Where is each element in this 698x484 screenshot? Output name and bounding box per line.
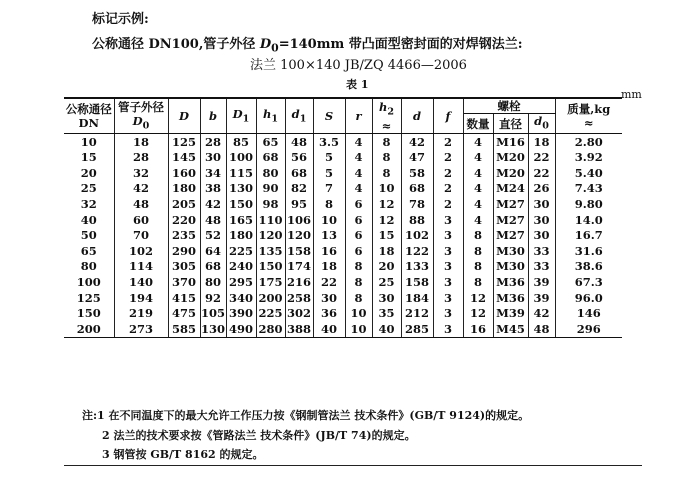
table-cell: 100 <box>226 150 256 166</box>
marking-example: 法兰 100×140 JB/ZQ 4466—2006 <box>250 58 467 73</box>
table-cell: 30 <box>372 290 401 306</box>
table-cell: 26 <box>528 181 555 197</box>
table-cell: 165 <box>226 212 256 228</box>
table-cell: 4 <box>463 165 493 181</box>
header-d0: $d_0$ <box>528 114 555 134</box>
table-cell: 8 <box>345 259 372 275</box>
table-cell: 39 <box>528 275 555 291</box>
table-caption: 表 1 <box>346 78 369 91</box>
table-cell: 78 <box>401 197 433 213</box>
table-cell: 8 <box>372 150 401 166</box>
table-cell: 2 <box>433 150 463 166</box>
table-cell: 30 <box>528 228 555 244</box>
header-r: r <box>345 98 372 134</box>
table-cell: 8 <box>345 290 372 306</box>
table-cell: 114 <box>114 259 168 275</box>
table-cell: 8 <box>313 197 345 213</box>
header-bolt-dia: 直径 <box>493 114 528 134</box>
header-bolt-qty: 数量 <box>463 114 493 134</box>
table-cell: 115 <box>226 165 256 181</box>
table-cell: 585 <box>168 321 200 337</box>
header-mass: 质量,kg ≈ <box>555 98 622 134</box>
table-cell: 50 <box>64 228 114 244</box>
table-cell: 12 <box>372 197 401 213</box>
table-cell: M36 <box>493 275 528 291</box>
table-cell: 120 <box>256 228 285 244</box>
table-cell: 174 <box>286 259 311 274</box>
note-1: 注:1 在不同温度下的最大允许工作压力按《钢制管法兰 技术条件》(GB/T 9124)的规定。 <box>82 409 530 422</box>
table-cell: 25 <box>64 181 114 197</box>
table-cell: 6 <box>345 228 372 244</box>
table-cell: 95 <box>285 197 313 213</box>
table-cell: 88 <box>401 212 433 228</box>
table-cell: 3 <box>433 259 463 275</box>
table-cell: 184 <box>401 290 433 306</box>
table-row <box>64 259 622 275</box>
table-cell: 225 <box>256 306 285 322</box>
table-cell: 146 <box>555 306 622 322</box>
table-cell: 9.80 <box>555 197 622 213</box>
table-cell: 295 <box>226 275 256 291</box>
table-cell: 8 <box>463 275 493 291</box>
table-cell: 58 <box>401 165 433 181</box>
table-cell: M27 <box>493 212 528 228</box>
table-cell: 92 <box>200 290 226 306</box>
table-row <box>64 306 622 322</box>
table-cell: 65 <box>64 243 114 259</box>
header-d1: $d_1$ <box>285 98 313 134</box>
table-cell: 106 <box>286 212 311 227</box>
table-cell: 133 <box>401 259 433 275</box>
note-3: 3 钢管按 GB/T 8162 的规定。 <box>102 448 264 461</box>
table-cell: 48 <box>528 321 555 337</box>
table-cell: 38.6 <box>555 259 622 275</box>
table-cell: 42 <box>528 306 555 322</box>
table-cell: 30 <box>528 197 555 213</box>
table-cell: 122 <box>401 243 433 259</box>
table-cell: 3 <box>433 306 463 322</box>
table-cell: 150 <box>64 306 114 322</box>
table-cell: 2.80 <box>555 134 622 150</box>
table-cell: 68 <box>401 181 433 197</box>
table-cell: 158 <box>286 243 311 258</box>
table-cell: 80 <box>200 275 226 291</box>
table-cell: 68 <box>285 165 313 181</box>
table-cell: 2 <box>433 165 463 181</box>
table-cell: 3 <box>433 275 463 291</box>
table-cell: 10 <box>345 306 372 322</box>
table-cell: 15 <box>372 228 401 244</box>
table-cell: 38 <box>200 181 226 197</box>
table-cell: 18 <box>372 243 401 259</box>
table-cell: 219 <box>114 306 168 322</box>
table-cell: 12 <box>372 212 401 228</box>
table-cell: 20 <box>64 165 114 181</box>
table-cell: M27 <box>493 197 528 213</box>
table-cell: 3 <box>433 321 463 337</box>
table-cell: M39 <box>493 306 528 322</box>
table-row <box>64 290 622 306</box>
table-cell: 36 <box>313 306 345 322</box>
table-cell: 32 <box>64 197 114 213</box>
table-cell: 4 <box>345 134 372 150</box>
table-cell: 82 <box>285 181 313 197</box>
table-cell: 5.40 <box>555 165 622 181</box>
table-cell: 90 <box>256 181 285 197</box>
table-cell: 6 <box>345 212 372 228</box>
table-cell: 205 <box>168 197 200 213</box>
table-cell: 158 <box>401 275 433 291</box>
table-cell: 31.6 <box>555 243 622 259</box>
example-title: 标记示例: <box>92 12 149 27</box>
table-cell: 18 <box>528 134 555 150</box>
table-cell: 390 <box>226 306 256 322</box>
table-cell: 415 <box>168 290 200 306</box>
table-cell: 5 <box>313 165 345 181</box>
table-cell: 290 <box>168 243 200 259</box>
table-cell: 4 <box>463 150 493 166</box>
table-cell: 48 <box>285 134 313 150</box>
table-cell: 98 <box>256 197 285 213</box>
table-cell: 67.3 <box>555 275 622 291</box>
table-cell: 225 <box>226 243 256 259</box>
table-cell: 3 <box>433 290 463 306</box>
flange-dimension-table <box>64 97 622 338</box>
table-cell: 42 <box>401 134 433 150</box>
unit-label: mm <box>621 88 642 101</box>
table-cell: 273 <box>114 321 168 337</box>
table-cell: M20 <box>493 150 528 166</box>
table-row <box>64 243 622 259</box>
table-cell: 388 <box>286 321 311 336</box>
table-row <box>64 150 622 166</box>
table-cell: 47 <box>401 150 433 166</box>
table-cell: M20 <box>493 165 528 181</box>
table-cell: 56 <box>285 150 313 166</box>
table-cell: 4 <box>345 150 372 166</box>
table-cell: 65 <box>256 134 285 150</box>
table-cell: 120 <box>286 228 311 243</box>
table-row <box>64 197 622 213</box>
table-cell: 100 <box>64 275 114 291</box>
table-cell: 125 <box>64 290 114 306</box>
table-cell: 4 <box>463 134 493 150</box>
table-cell: 140 <box>114 275 168 291</box>
table-cell: 18 <box>313 259 345 275</box>
table-row <box>64 275 622 291</box>
table-cell: 105 <box>200 306 225 321</box>
table-cell: 125 <box>168 134 200 150</box>
table-cell: 42 <box>200 197 226 213</box>
table-cell: 130 <box>226 181 256 197</box>
table-cell: 16.7 <box>555 228 622 244</box>
table-cell: 20 <box>372 259 401 275</box>
table-cell: 22 <box>528 150 555 166</box>
table-cell: 2 <box>433 197 463 213</box>
table-cell: 14.0 <box>555 212 622 228</box>
table-cell: 3.5 <box>313 134 345 150</box>
table-cell: 285 <box>401 321 433 337</box>
header-h1: $h_1$ <box>256 98 285 134</box>
table-cell: 220 <box>168 212 200 228</box>
table-cell: 490 <box>226 321 256 337</box>
table-cell: 475 <box>168 306 200 322</box>
table-row <box>64 212 622 228</box>
header-pipe-od: 管子外径 $D_0$ <box>114 98 168 134</box>
table-cell: 30 <box>313 290 345 306</box>
table-cell: 8 <box>463 228 493 244</box>
table-cell: 4 <box>463 181 493 197</box>
bottom-rule <box>64 465 642 466</box>
table-cell: 28 <box>200 134 226 150</box>
table-cell: 10 <box>345 321 372 337</box>
table-row <box>64 181 622 197</box>
header-h2: $h_2$ ≈ <box>372 98 401 134</box>
table-cell: 18 <box>114 134 168 150</box>
table-cell: 130 <box>200 321 225 336</box>
table-cell: 10 <box>64 134 114 150</box>
table-cell: M36 <box>493 290 528 306</box>
table-cell: 22 <box>313 275 345 291</box>
table-cell: 28 <box>114 150 168 166</box>
table-cell: 4 <box>345 181 372 197</box>
header-dn: 公称通径 DN <box>64 98 114 134</box>
table-cell: 180 <box>226 228 256 244</box>
table-cell: 6 <box>345 197 372 213</box>
table-cell: 8 <box>463 243 493 259</box>
table-cell: 4 <box>463 212 493 228</box>
table-cell: 240 <box>226 259 256 275</box>
table-cell: 35 <box>372 306 401 322</box>
table-cell: 2 <box>433 181 463 197</box>
table-cell: 302 <box>286 306 311 321</box>
table-cell: 80 <box>64 259 114 275</box>
table-cell: 110 <box>256 212 285 228</box>
table-cell: 175 <box>256 275 285 291</box>
table-cell: 85 <box>226 134 256 150</box>
table-cell: 370 <box>168 275 200 291</box>
table-cell: 8 <box>372 165 401 181</box>
table-cell: 48 <box>114 197 168 213</box>
table-cell: 200 <box>64 321 114 337</box>
table-cell: 135 <box>256 243 285 259</box>
header-D1: $D_1$ <box>226 98 256 134</box>
table-cell: 25 <box>372 275 401 291</box>
table-cell: M30 <box>493 259 528 275</box>
table-cell: 32 <box>114 165 168 181</box>
table-cell: 305 <box>168 259 200 275</box>
table-cell: 22 <box>528 165 555 181</box>
table-row <box>64 134 622 150</box>
table-cell: 8 <box>345 275 372 291</box>
table-cell: 3 <box>433 228 463 244</box>
table-cell: 39 <box>528 290 555 306</box>
table-cell: 258 <box>286 290 311 305</box>
table-row <box>64 228 622 244</box>
table-cell: M45 <box>493 321 528 337</box>
table-cell: 12 <box>463 306 493 322</box>
table-cell: 33 <box>528 259 555 275</box>
table-cell: 16 <box>463 321 493 337</box>
header-S: S <box>313 98 345 134</box>
table-cell: 4 <box>463 197 493 213</box>
table-cell: 3 <box>433 243 463 259</box>
table-cell: 40 <box>372 321 401 337</box>
table-cell: 150 <box>256 259 285 275</box>
table-cell: 12 <box>463 290 493 306</box>
table-cell: 194 <box>114 290 168 306</box>
table-cell: 64 <box>200 243 226 259</box>
table-cell: M24 <box>493 181 528 197</box>
table-cell: 30 <box>200 150 226 166</box>
table-cell: 33 <box>528 243 555 259</box>
table-cell: 3.92 <box>555 150 622 166</box>
table-cell: 42 <box>114 181 168 197</box>
table-cell: 34 <box>200 165 226 181</box>
table-cell: 48 <box>200 212 226 228</box>
table-cell: 10 <box>372 181 401 197</box>
table-cell: 68 <box>256 150 285 166</box>
table-cell: 296 <box>555 321 622 337</box>
table-cell: 216 <box>286 274 311 289</box>
table-cell: 10 <box>313 212 345 228</box>
table-cell: 70 <box>114 228 168 244</box>
table-cell: 150 <box>226 197 256 213</box>
table-cell: 40 <box>64 212 114 228</box>
table-cell: 6 <box>345 243 372 259</box>
table-row <box>64 321 622 337</box>
table-cell: M16 <box>493 134 528 150</box>
header-b: b <box>200 98 226 134</box>
table-cell: 15 <box>64 150 114 166</box>
header-D: D <box>168 98 200 134</box>
table-cell: 340 <box>226 290 256 306</box>
table-cell: 52 <box>200 228 226 244</box>
example-description: 公称通径 DN100,管子外径 $D_0=140mm$ 带凸面型密封面的对焊钢法兰: <box>92 37 523 55</box>
table-cell: 3 <box>433 212 463 228</box>
header-f: f <box>433 98 463 134</box>
table-cell: 5 <box>313 150 345 166</box>
table-cell: 7 <box>313 181 345 197</box>
table-cell: 2 <box>433 134 463 150</box>
table-cell: 68 <box>200 259 226 275</box>
table-cell: 280 <box>256 321 285 337</box>
header-bolt-group: 螺栓 <box>463 98 555 114</box>
table-cell: 8 <box>463 259 493 275</box>
table-cell: 102 <box>114 243 168 259</box>
table-cell: 102 <box>401 228 433 244</box>
table-cell: 8 <box>372 134 401 150</box>
note-2: 2 法兰的技术要求按《管路法兰 技术条件》(JB/T 74)的规定。 <box>102 429 416 442</box>
table-cell: 80 <box>256 165 285 181</box>
table-cell: 4 <box>345 165 372 181</box>
table-cell: 200 <box>256 290 285 306</box>
table-cell: 145 <box>168 150 200 166</box>
table-cell: M27 <box>493 228 528 244</box>
table-cell: 16 <box>313 243 345 259</box>
table-cell: 60 <box>114 212 168 228</box>
table-cell: 180 <box>168 181 200 197</box>
table-cell: 40 <box>313 321 345 337</box>
table-cell: 160 <box>168 165 200 181</box>
header-d: d <box>401 98 433 134</box>
table-cell: 235 <box>168 228 200 244</box>
table-cell: 13 <box>313 228 345 244</box>
table-cell: 7.43 <box>555 181 622 197</box>
table-cell: 30 <box>528 212 555 228</box>
table-cell: 212 <box>401 306 433 322</box>
table-row <box>64 165 622 181</box>
table-cell: M30 <box>493 243 528 259</box>
table-cell: 96.0 <box>555 290 622 306</box>
